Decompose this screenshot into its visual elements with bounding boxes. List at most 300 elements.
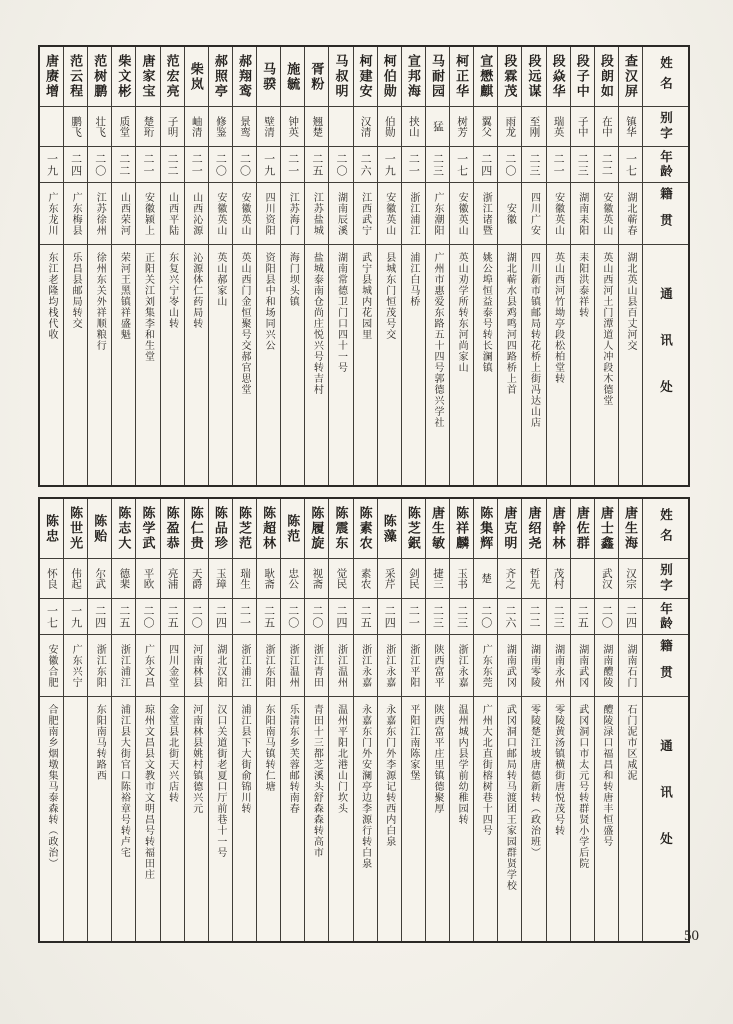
entry-address: 英山郝家山 <box>214 252 226 307</box>
entry-name: 陈祥麟 <box>450 499 473 559</box>
entry-age: 一九 <box>378 147 401 183</box>
entry-name: 唐生敏 <box>426 499 449 559</box>
entry-age: 二五 <box>112 599 135 635</box>
entry-column <box>570 47 594 485</box>
entry-address: 武冈洞口市太元号转群贤小学后院 <box>576 704 588 869</box>
entry-origin: 安徽英山 <box>233 183 256 245</box>
entry-zi: 子明 <box>161 107 184 147</box>
entry-address: 零陵黄汤镇横街唐悦茂号转 <box>552 704 564 836</box>
column-header-name: 姓名 <box>643 499 688 559</box>
entry-age: 二一 <box>281 147 304 183</box>
entry-name: 陈志大 <box>112 499 135 559</box>
entry-address: 永嘉东门外安澜亭边李源行转白泉 <box>359 704 371 869</box>
entry-age: 二四 <box>209 599 232 635</box>
entry-zi: 子中 <box>571 107 594 147</box>
entry-address: 徐州东关外祥顺粮行 <box>94 252 106 351</box>
entry-name: 唐绍尧 <box>522 499 545 559</box>
entry-column <box>184 47 208 485</box>
entry-column <box>304 47 328 485</box>
header-column <box>642 47 688 485</box>
entry-zi: 翘楚 <box>305 107 328 147</box>
column-header-address: 通讯处 <box>658 739 673 879</box>
entry-name: 陈仁贵 <box>185 499 208 559</box>
entry-column <box>232 47 256 485</box>
entry-name: 陈芝鈱 <box>402 499 425 559</box>
entry-column <box>449 499 473 941</box>
entry-age: 二〇 <box>136 599 159 635</box>
entry-zi: 壁清 <box>257 107 280 147</box>
entry-address: 湖北蕲水县鸡鸣河四路桥上首 <box>504 252 516 395</box>
entry-address: 盐城泰南仓尚庄悦兴号转吉村 <box>311 252 323 395</box>
entry-zi: 剑民 <box>402 559 425 599</box>
entry-name: 唐生海 <box>619 499 642 559</box>
entry-age: 二一 <box>136 147 159 183</box>
entry-address: 广州大北直街榕树巷十四号 <box>480 704 492 836</box>
entry-origin: 江西武宁 <box>354 183 377 245</box>
entry-name: 柴岚 <box>185 47 208 107</box>
entry-zi: 耿斋 <box>257 559 280 599</box>
entry-zi: 伯勋 <box>378 107 401 147</box>
entry-address: 耒阳洪泰祥转 <box>576 252 588 318</box>
entry-name: 段朗如 <box>595 47 618 107</box>
entry-address: 东江老隆均栈代收 <box>45 252 57 340</box>
entry-origin: 山西荣河 <box>112 183 135 245</box>
entry-zi: 采芹 <box>378 559 401 599</box>
entry-column <box>111 47 135 485</box>
column-header-name: 姓名 <box>643 47 688 107</box>
entry-address: 河南林县姚村镇德兴元 <box>190 704 202 814</box>
entry-address: 沁源体仁药局转 <box>190 252 202 329</box>
entry-name: 陈忠 <box>40 499 63 559</box>
entry-age: 二一 <box>402 147 425 183</box>
entry-age: 二五 <box>161 599 184 635</box>
entry-age: 二二 <box>112 147 135 183</box>
entry-column <box>87 499 111 941</box>
entry-column <box>304 499 328 941</box>
entry-address: 英山西河土门潭道人冲段木德堂 <box>600 252 612 406</box>
entry-origin: 湖南醴陵 <box>595 635 618 697</box>
entry-column <box>208 47 232 485</box>
entry-origin: 浙江浦江 <box>233 635 256 697</box>
entry-address: 石门泥市区咸泥 <box>624 704 636 781</box>
entry-origin: 江苏海门 <box>281 183 304 245</box>
entry-address: 浦江县下大街俞锦川转 <box>238 704 250 814</box>
entry-name: 陈素农 <box>354 499 377 559</box>
entry-zi: 壮飞 <box>88 107 111 147</box>
entry-name: 陈藻 <box>378 499 401 559</box>
entry-name: 陈履旋 <box>305 499 328 559</box>
entry-address: 浦江白马桥 <box>407 252 419 307</box>
entry-address: 英山西门金恒聚号交郝官思堂 <box>238 252 250 395</box>
entry-age: 一七 <box>619 147 642 183</box>
entry-name: 郝照亭 <box>209 47 232 107</box>
entry-address: 陕西富平庄里镇德聚厚 <box>431 704 443 814</box>
entry-origin: 安徽英山 <box>209 183 232 245</box>
entry-zi: 忠公 <box>281 559 304 599</box>
entry-age: 二四 <box>474 147 497 183</box>
entry-name: 柯正华 <box>450 47 473 107</box>
entry-age: 二〇 <box>498 147 521 183</box>
entry-column <box>232 499 256 941</box>
entry-address: 琼州文昌县文教市文明昌号转福田庄 <box>142 704 154 880</box>
entry-origin: 安徽英山 <box>450 183 473 245</box>
entry-age: 二〇 <box>185 599 208 635</box>
page-number: 50 <box>684 928 699 944</box>
entry-column <box>521 499 545 941</box>
entry-name: 郝翔鸾 <box>233 47 256 107</box>
entry-age: 二三 <box>547 599 570 635</box>
entry-zi: 哲先 <box>522 559 545 599</box>
entry-column <box>497 499 521 941</box>
entry-age: 二〇 <box>595 599 618 635</box>
entry-origin: 陕西富平 <box>426 635 449 697</box>
entry-origin: 浙江温州 <box>281 635 304 697</box>
entry-origin: 广东东莞 <box>474 635 497 697</box>
entry-address: 县城东门恒茂号交 <box>383 252 395 340</box>
entry-column <box>546 47 570 485</box>
entry-age: 二三 <box>426 599 449 635</box>
entry-name: 陈品珍 <box>209 499 232 559</box>
entry-origin: 广东文昌 <box>136 635 159 697</box>
entry-column <box>184 499 208 941</box>
entry-address: 平阳江南陈家堡 <box>407 704 419 781</box>
entry-zi: 楚 <box>474 559 497 599</box>
entry-name: 陈世光 <box>64 499 87 559</box>
entry-address: 青田十三都芝溪头舒森森转高市 <box>311 704 323 858</box>
entry-column <box>618 47 642 485</box>
entry-column <box>280 47 304 485</box>
entry-age: 二六 <box>498 599 521 635</box>
entry-address: 海门坝头镇 <box>287 252 299 307</box>
entry-address: 英山劝学所转东河尚家山 <box>456 252 468 373</box>
entry-origin: 浙江诸暨 <box>474 183 497 245</box>
entry-age: 二三 <box>571 147 594 183</box>
entry-address: 荣河王黑镇祥盛魁 <box>118 252 130 340</box>
entry-column <box>377 47 401 485</box>
entry-zi: 齐之 <box>498 559 521 599</box>
entry-age: 一七 <box>40 599 63 635</box>
entry-zi: 汉清 <box>354 107 377 147</box>
entry-origin: 江苏盐城 <box>305 183 328 245</box>
entry-age: 二〇 <box>474 599 497 635</box>
directory-table-top <box>38 45 690 487</box>
column-header-zi: 别字 <box>643 559 688 599</box>
entry-age: 二四 <box>64 147 87 183</box>
entry-origin: 广东龙川 <box>40 183 63 245</box>
entry-name: 柴文彬 <box>112 47 135 107</box>
entry-origin: 湖南耒阳 <box>571 183 594 245</box>
entry-column <box>401 499 425 941</box>
entry-address <box>64 697 87 941</box>
entry-origin: 四川资阳 <box>257 183 280 245</box>
entry-name: 宣懋麒 <box>474 47 497 107</box>
entry-name: 段霖茂 <box>498 47 521 107</box>
entry-column <box>497 47 521 485</box>
entry-origin: 安徽颍上 <box>136 183 159 245</box>
entry-name: 胥粉 <box>305 47 328 107</box>
entry-zi: 岫清 <box>185 107 208 147</box>
entry-address: 东复兴宁岺山转 <box>166 252 178 329</box>
entry-column <box>594 47 618 485</box>
entry-column <box>425 499 449 941</box>
entry-zi: 瑞英 <box>547 107 570 147</box>
entry-zi: 景鸾 <box>233 107 256 147</box>
entry-age: 二二 <box>522 599 545 635</box>
entry-origin: 浙江平阳 <box>402 635 425 697</box>
entry-address: 东阳南马镇转仁塘 <box>263 704 275 792</box>
entry-origin: 湖南武冈 <box>571 635 594 697</box>
entry-origin: 安徽合肥 <box>40 635 63 697</box>
entry-column <box>63 499 87 941</box>
entry-zi: 玉璋 <box>209 559 232 599</box>
entry-age: 二〇 <box>305 599 328 635</box>
entry-age: 二〇 <box>209 147 232 183</box>
entry-column <box>87 47 111 485</box>
entry-zi: 亮浦 <box>161 559 184 599</box>
entry-age: 一七 <box>450 147 473 183</box>
entry-zi: 视斋 <box>305 559 328 599</box>
entry-age: 二五 <box>305 147 328 183</box>
entry-address: 零陵楚江坡唐德新转（政治班） <box>528 704 540 858</box>
entry-address: 正阳关江刘集李和生堂 <box>142 252 154 362</box>
directory-table-bottom <box>38 497 690 943</box>
entry-address: 乐昌县邮局转交 <box>70 252 82 329</box>
entry-name: 查汉屏 <box>619 47 642 107</box>
entry-zi: 捷三 <box>426 559 449 599</box>
entry-age: 二〇 <box>88 147 111 183</box>
entry-column <box>449 47 473 485</box>
entry-age: 二三 <box>450 599 473 635</box>
column-header-origin: 籍贯 <box>643 635 688 697</box>
entry-zi: 鹏飞 <box>64 107 87 147</box>
entry-column <box>328 499 352 941</box>
entry-origin: 湖北蕲春 <box>619 183 642 245</box>
entry-age: 二五 <box>571 599 594 635</box>
entry-origin: 浙江东阳 <box>88 635 111 697</box>
entry-name: 马耐园 <box>426 47 449 107</box>
entry-address: 醴陵渌口福昌和转唐丰恒盛号 <box>600 704 612 847</box>
entry-address: 英山西河竹坳亭段松柏堂转 <box>552 252 564 384</box>
entry-column <box>40 47 63 485</box>
entry-name: 唐士鑫 <box>595 499 618 559</box>
entry-zi: 玉书 <box>450 559 473 599</box>
entry-column <box>401 47 425 485</box>
entry-zi: 平欧 <box>136 559 159 599</box>
entry-zi: 镇华 <box>619 107 642 147</box>
entry-address: 汉口关道街老夏口厅前巷十一号 <box>214 704 226 858</box>
entry-zi <box>571 559 594 599</box>
entry-age: 二三 <box>426 147 449 183</box>
entry-age: 二四 <box>88 599 111 635</box>
entry-age: 二一 <box>547 147 570 183</box>
entry-origin: 湖南石门 <box>619 635 642 697</box>
entry-zi: 在中 <box>595 107 618 147</box>
entry-origin: 广东潮阳 <box>426 183 449 245</box>
header-column <box>642 499 688 941</box>
entry-origin: 安徽英山 <box>595 183 618 245</box>
entry-address: 温州城内县学前幼稚园转 <box>456 704 468 825</box>
entry-column <box>570 499 594 941</box>
entry-column <box>353 47 377 485</box>
entry-age: 二四 <box>329 599 352 635</box>
entry-column <box>328 47 352 485</box>
entry-zi: 挟山 <box>402 107 425 147</box>
entry-zi: 修鉴 <box>209 107 232 147</box>
entry-zi: 尔武 <box>88 559 111 599</box>
entry-name: 陈范 <box>281 499 304 559</box>
entry-zi: 德棐 <box>112 559 135 599</box>
entry-age: 二二 <box>161 147 184 183</box>
entry-address: 四川新市镇邮局转花桥上街冯达山店 <box>528 252 540 428</box>
entry-origin: 广东兴宁 <box>64 635 87 697</box>
entry-name: 唐佐群 <box>571 499 594 559</box>
entry-zi: 觉民 <box>329 559 352 599</box>
entry-name: 段焱华 <box>547 47 570 107</box>
entry-name: 唐克明 <box>498 499 521 559</box>
entry-origin: 安徽英山 <box>547 183 570 245</box>
entry-name: 陈超林 <box>257 499 280 559</box>
entry-zi: 天爵 <box>185 559 208 599</box>
entry-column <box>256 499 280 941</box>
entry-zi: 楚珩 <box>136 107 159 147</box>
entry-address: 武冈洞口邮局转马渡团王家园群贤学校 <box>504 704 516 891</box>
entry-name: 唐赓增 <box>40 47 63 107</box>
column-header-age: 年龄 <box>643 147 688 183</box>
entry-zi: 汉宗 <box>619 559 642 599</box>
entry-zi <box>40 107 63 147</box>
entry-address: 湖南常德卫门口四十一号 <box>335 252 347 373</box>
entry-zi: 瑞生 <box>233 559 256 599</box>
entry-origin: 河南林县 <box>185 635 208 697</box>
column-header-age: 年龄 <box>643 599 688 635</box>
entry-zi: 茂村 <box>547 559 570 599</box>
entry-address: 姚公埠恒益泰号转长澜镇 <box>480 252 492 373</box>
entry-name: 马骙 <box>257 47 280 107</box>
entry-zi: 雨龙 <box>498 107 521 147</box>
entry-zi: 怀良 <box>40 559 63 599</box>
entry-origin: 安徽英山 <box>378 183 401 245</box>
entry-column <box>208 499 232 941</box>
entry-address: 永嘉东门外李源记转西内白泉 <box>383 704 395 847</box>
entry-name: 陈贻 <box>88 499 111 559</box>
entry-age: 二〇 <box>281 599 304 635</box>
entry-column <box>377 499 401 941</box>
entry-column <box>135 47 159 485</box>
entry-origin: 四川金堂 <box>161 635 184 697</box>
entry-address: 乐清东乡芙蓉邮转南春 <box>287 704 299 814</box>
entry-age: 二四 <box>619 599 642 635</box>
entry-origin: 安徽 <box>498 183 521 245</box>
entry-address: 金堂县北街天兴店转 <box>166 704 178 803</box>
entry-age: 二六 <box>354 147 377 183</box>
entry-zi <box>329 107 352 147</box>
entry-name: 陈盈恭 <box>161 499 184 559</box>
entry-age: 二一 <box>402 599 425 635</box>
entry-name: 范树鹏 <box>88 47 111 107</box>
entry-column <box>280 499 304 941</box>
entry-zi: 至刚 <box>522 107 545 147</box>
entry-origin: 四川广安 <box>522 183 545 245</box>
entry-origin: 湖南永州 <box>547 635 570 697</box>
entry-origin: 湖北汉阳 <box>209 635 232 697</box>
entry-origin: 浙江浦江 <box>112 635 135 697</box>
entry-name: 范宏亮 <box>161 47 184 107</box>
entry-origin: 浙江青田 <box>305 635 328 697</box>
entry-origin: 浙江永嘉 <box>378 635 401 697</box>
entry-age: 二一 <box>233 599 256 635</box>
entry-name: 柯伯勋 <box>378 47 401 107</box>
entry-address: 湖北英山县百丈河交 <box>624 252 636 351</box>
entry-age: 一九 <box>64 599 87 635</box>
entry-name: 陈震东 <box>329 499 352 559</box>
entry-age: 二〇 <box>233 147 256 183</box>
entry-name: 段远谋 <box>522 47 545 107</box>
entry-column <box>425 47 449 485</box>
entry-name: 施毓 <box>281 47 304 107</box>
entry-zi: 翼父 <box>474 107 497 147</box>
entry-name: 马叔明 <box>329 47 352 107</box>
entry-age: 二一 <box>185 147 208 183</box>
entry-name: 柯建安 <box>354 47 377 107</box>
entry-name: 唐幹林 <box>547 499 570 559</box>
entry-address: 资阳县中和场同兴公 <box>263 252 275 351</box>
entry-address: 浦江县大街官口陈裕章号转卢宅 <box>118 704 130 858</box>
entry-column <box>111 499 135 941</box>
entry-age: 二三 <box>522 147 545 183</box>
entry-origin: 浙江浦江 <box>402 183 425 245</box>
entry-column <box>473 47 497 485</box>
entry-age: 二五 <box>257 599 280 635</box>
entry-column <box>160 499 184 941</box>
entry-address: 广州市惠爱东路五十四号郭德兴学社 <box>431 252 443 428</box>
entry-column <box>160 47 184 485</box>
entry-age: 一九 <box>40 147 63 183</box>
entry-origin: 湖南辰溪 <box>329 183 352 245</box>
entry-name: 陈芝范 <box>233 499 256 559</box>
entry-name: 唐家宝 <box>136 47 159 107</box>
entry-column <box>40 499 63 941</box>
entry-column <box>63 47 87 485</box>
entry-origin: 浙江东阳 <box>257 635 280 697</box>
entry-name: 陈集辉 <box>474 499 497 559</box>
column-header-zi: 别字 <box>643 107 688 147</box>
entry-zi: 猛 <box>426 107 449 147</box>
entry-zi: 钟英 <box>281 107 304 147</box>
entry-name: 陈学武 <box>136 499 159 559</box>
entry-address: 武宁县城内花园里 <box>359 252 371 340</box>
entry-address: 温州平阳北港山门坎头 <box>335 704 347 814</box>
entry-origin: 浙江永嘉 <box>354 635 377 697</box>
entry-column <box>618 499 642 941</box>
entry-name: 段子中 <box>571 47 594 107</box>
entry-column <box>256 47 280 485</box>
entry-age: 二四 <box>378 599 401 635</box>
entry-origin: 浙江温州 <box>329 635 352 697</box>
entry-origin: 山西沁源 <box>185 183 208 245</box>
entry-column <box>546 499 570 941</box>
entry-address: 合肥南乡烟墩集马泰森转（政治） <box>45 704 57 869</box>
entry-age: 一九 <box>257 147 280 183</box>
column-header-address: 通讯处 <box>658 287 673 427</box>
entry-age: 二五 <box>354 599 377 635</box>
entry-zi: 武汉 <box>595 559 618 599</box>
entry-age: 二〇 <box>329 147 352 183</box>
entry-origin: 山西平陆 <box>161 183 184 245</box>
entry-column <box>135 499 159 941</box>
entry-name: 宣邦海 <box>402 47 425 107</box>
entry-origin: 湖南零陵 <box>522 635 545 697</box>
entry-name: 范云程 <box>64 47 87 107</box>
